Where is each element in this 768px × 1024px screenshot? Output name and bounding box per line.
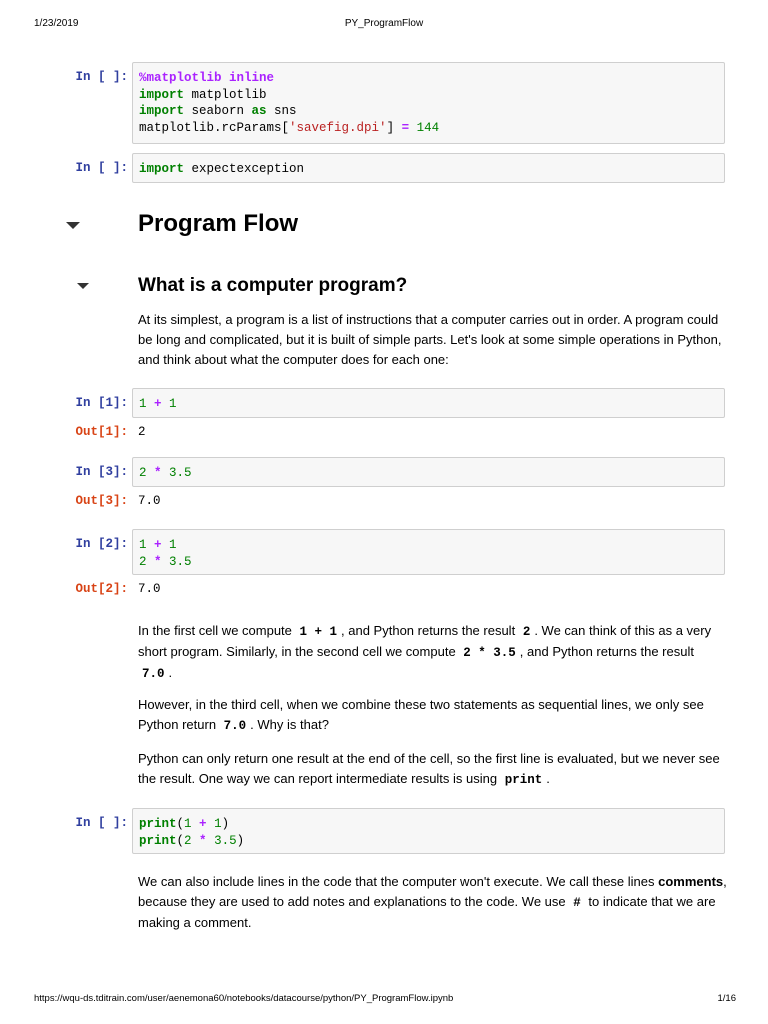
operator: * [146, 554, 170, 569]
code-text: sns [266, 104, 297, 118]
number-literal: 1 [139, 397, 147, 411]
number-literal: 3.5 [214, 833, 237, 848]
inline-code: 1 + 1 [299, 625, 338, 639]
bold-term: comments [658, 874, 724, 889]
paragraph-comments [138, 872, 728, 933]
input-prompt: In [ ]: [75, 816, 128, 830]
code-cell-import-expectexception[interactable] [132, 153, 725, 183]
input-prompt: In [ ]: [75, 161, 128, 175]
input-prompt: In [2]: [75, 537, 128, 551]
code-cell-two-lines[interactable] [132, 529, 725, 575]
operator: = [401, 120, 410, 135]
operator: + [146, 538, 170, 552]
input-prompt: In [ ]: [75, 70, 128, 84]
inline-code: 2 * 3.5 [463, 646, 516, 660]
paragraph-explanation [138, 621, 728, 684]
operator: * [191, 833, 215, 848]
print-title: PY_ProgramFlow [344, 18, 424, 29]
heading-what-is-program: What is a computer program? [138, 275, 408, 296]
input-prompt: In [3]: [75, 465, 128, 479]
builtin-function: print [139, 833, 177, 848]
collapse-caret-icon[interactable] [77, 283, 89, 289]
builtin-function: print [139, 817, 177, 831]
output-prompt: Out[3]: [75, 494, 128, 508]
code-cell-add[interactable] [132, 388, 725, 418]
operator: + [191, 817, 215, 831]
string-literal: 'savefig.dpi' [289, 120, 387, 135]
number-literal: 2 [184, 833, 192, 848]
code-text: ( [176, 833, 185, 848]
text: , and Python returns the result [341, 623, 519, 638]
keyword: import [139, 104, 185, 118]
code-text: expectexception [184, 162, 305, 176]
code-text: matplotlib [184, 87, 267, 102]
number-literal: 1 [184, 817, 192, 831]
magic-percent: %matplotlib inline [139, 71, 275, 85]
collapse-caret-icon[interactable] [66, 222, 80, 229]
code-cell-imports[interactable] [132, 62, 725, 144]
text: . We can think of this as a very short program. Similarly, in the second cell we compute [138, 623, 712, 659]
output-value: 7.0 [138, 582, 161, 596]
text: to indicate that we are making a comment. [138, 894, 716, 930]
number-literal: 1 [139, 538, 147, 552]
print-url: https://wqu-ds.tditrain.com/user/aenemona60/notebooks/datacourse/python/PY_ProgramFlow.ipynb [34, 993, 454, 1004]
output-prompt: Out[1]: [75, 425, 128, 439]
paragraph-intro: At its simplest, a program is a list of instructions that a computer carries out in order. A program could be long and complicated, but it is built of simple parts. Let's look at some simple operations in Python, and think about what the computer does for each one: [138, 312, 722, 367]
input-prompt: In [1]: [75, 396, 128, 410]
keyword: import [139, 87, 185, 102]
code-text: seaborn [184, 104, 252, 118]
number-literal: 144 [409, 120, 440, 135]
keyword: as [251, 104, 267, 118]
text: However, in the third cell, when we combine these two statements as sequential lines, we only see Python return [138, 697, 704, 732]
inline-code: 2 [522, 625, 531, 639]
output-value: 7.0 [138, 494, 161, 508]
heading-program-flow: Program Flow [138, 210, 299, 237]
print-date: 1/23/2019 [34, 18, 79, 29]
paragraph-third-cell [138, 695, 728, 736]
keyword: import [139, 162, 185, 176]
text: . [546, 771, 550, 786]
inline-code: print [504, 773, 543, 787]
number-literal: 1 [214, 817, 222, 831]
number-literal: 2 [139, 554, 147, 569]
number-literal: 1 [169, 538, 177, 552]
number-literal: 3.5 [169, 554, 192, 569]
text: In the first cell we compute [138, 623, 296, 638]
number-literal: 3.5 [169, 466, 192, 480]
text: , because they are used to add notes and explanations to the code. We use [138, 874, 727, 909]
code-text: ) [236, 833, 245, 848]
output-value: 2 [138, 425, 146, 439]
code-text: ( [176, 817, 185, 831]
operator: * [146, 466, 170, 480]
page-number: 1/16 [717, 993, 736, 1004]
text: We can also include lines in the code that the computer won't execute. We call these lines [138, 874, 659, 889]
code-text: ] [386, 120, 402, 135]
inline-code: 7.0 [223, 719, 247, 733]
text: Python can only return one result at the end of the cell, so the first line is evaluated, but we never see the result. One way we can report intermediate results is using [138, 751, 720, 786]
code-text: matplotlib.rcParams[ [139, 120, 290, 135]
output-prompt: Out[2]: [75, 582, 128, 596]
operator: + [146, 397, 170, 411]
code-cell-print[interactable] [132, 808, 725, 854]
text: . [168, 665, 173, 680]
inline-code: 7.0 [142, 667, 165, 681]
paragraph-print [138, 749, 728, 790]
code-text: ) [221, 817, 230, 831]
text: , and Python returns the result [519, 644, 694, 659]
number-literal: 2 [139, 466, 147, 480]
inline-code: # [573, 896, 581, 910]
number-literal: 1 [169, 397, 177, 411]
text: . Why is that? [250, 717, 329, 732]
code-cell-multiply[interactable] [132, 457, 725, 487]
